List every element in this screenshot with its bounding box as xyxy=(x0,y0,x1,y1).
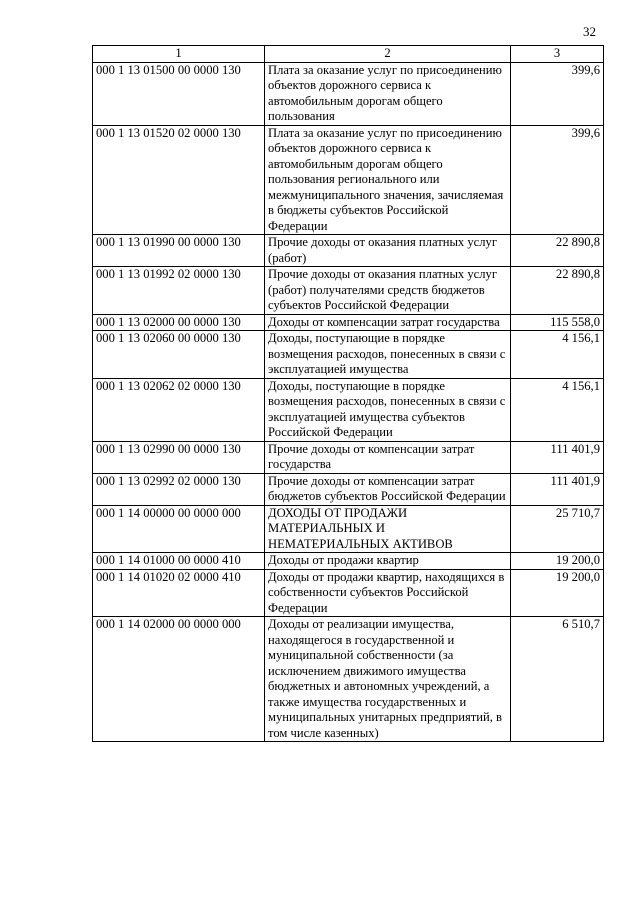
column-header-amount: 3 xyxy=(511,46,604,63)
revenue-name: Прочие доходы от оказания платных услуг (работ) получателями средств бюджетов субъектов Российской Федерации xyxy=(265,267,511,315)
amount: 111 401,9 xyxy=(511,473,604,505)
revenue-name: Доходы от продажи квартир, находящихся в собственности субъектов Российской Федерации xyxy=(265,569,511,617)
revenue-name: Доходы, поступающие в порядке возмещения расходов, понесенных в связи с эксплуатацией имущества xyxy=(265,331,511,379)
revenue-name: ДОХОДЫ ОТ ПРОДАЖИ МАТЕРИАЛЬНЫХ И НЕМАТЕРИАЛЬНЫХ АКТИВОВ xyxy=(265,505,511,553)
revenue-name: Доходы от компенсации затрат государства xyxy=(265,314,511,331)
table-row xyxy=(93,235,604,267)
classification-code: 000 1 13 02000 00 0000 130 xyxy=(93,314,265,331)
table-row xyxy=(93,267,604,315)
amount: 4 156,1 xyxy=(511,331,604,379)
classification-code: 000 1 13 01990 00 0000 130 xyxy=(93,235,265,267)
amount: 22 890,8 xyxy=(511,267,604,315)
amount: 19 200,0 xyxy=(511,569,604,617)
revenue-name: Прочие доходы от компенсации затрат бюджетов субъектов Российской Федерации xyxy=(265,473,511,505)
classification-code: 000 1 14 02000 00 0000 000 xyxy=(93,617,265,742)
revenue-name: Прочие доходы от компенсации затрат государства xyxy=(265,441,511,473)
amount: 111 401,9 xyxy=(511,441,604,473)
table-row xyxy=(93,553,604,570)
amount: 6 510,7 xyxy=(511,617,604,742)
revenue-name: Плата за оказание услуг по присоединению объектов дорожного сервиса к автомобильным дорогам общего пользования регионального или межмуниципального значения, зачисляемая в бюджеты субъектов Российской Федерации xyxy=(265,125,511,235)
table-row xyxy=(93,331,604,379)
table-row xyxy=(93,473,604,505)
amount: 19 200,0 xyxy=(511,553,604,570)
table-row xyxy=(93,125,604,235)
revenue-name: Доходы от продажи квартир xyxy=(265,553,511,570)
table-row xyxy=(93,62,604,125)
column-header-name: 2 xyxy=(265,46,511,63)
classification-code: 000 1 13 02992 02 0000 130 xyxy=(93,473,265,505)
classification-code: 000 1 13 01500 00 0000 130 xyxy=(93,62,265,125)
classification-code: 000 1 14 01020 02 0000 410 xyxy=(93,569,265,617)
amount: 4 156,1 xyxy=(511,378,604,441)
table-header-row xyxy=(93,46,604,63)
classification-code: 000 1 13 02060 00 0000 130 xyxy=(93,331,265,379)
table-row xyxy=(93,441,604,473)
revenue-name: Прочие доходы от оказания платных услуг (работ) xyxy=(265,235,511,267)
classification-code: 000 1 13 01520 02 0000 130 xyxy=(93,125,265,235)
amount: 22 890,8 xyxy=(511,235,604,267)
revenue-name: Доходы, поступающие в порядке возмещения расходов, понесенных в связи с эксплуатацией имущества субъектов Российской Федерации xyxy=(265,378,511,441)
table-row xyxy=(93,505,604,553)
amount: 115 558,0 xyxy=(511,314,604,331)
table-row xyxy=(93,569,604,617)
table-row xyxy=(93,378,604,441)
amount: 399,6 xyxy=(511,125,604,235)
amount: 399,6 xyxy=(511,62,604,125)
amount: 25 710,7 xyxy=(511,505,604,553)
revenue-name: Доходы от реализации имущества, находящегося в государственной и муниципальной собственности (за исключением движимого имущества бюджетных и автономных учреждений, а также имущества государственных и муниципальных унитарных предприятий, в том числе казенных) xyxy=(265,617,511,742)
page-number: 32 xyxy=(583,24,596,39)
classification-code: 000 1 13 01992 02 0000 130 xyxy=(93,267,265,315)
revenue-name: Плата за оказание услуг по присоединению объектов дорожного сервиса к автомобильным дорогам общего пользования xyxy=(265,62,511,125)
classification-code: 000 1 13 02062 02 0000 130 xyxy=(93,378,265,441)
column-header-code: 1 xyxy=(93,46,265,63)
revenue-table xyxy=(92,45,604,742)
classification-code: 000 1 14 00000 00 0000 000 xyxy=(93,505,265,553)
table-row xyxy=(93,617,604,742)
table-row xyxy=(93,314,604,331)
classification-code: 000 1 14 01000 00 0000 410 xyxy=(93,553,265,570)
classification-code: 000 1 13 02990 00 0000 130 xyxy=(93,441,265,473)
